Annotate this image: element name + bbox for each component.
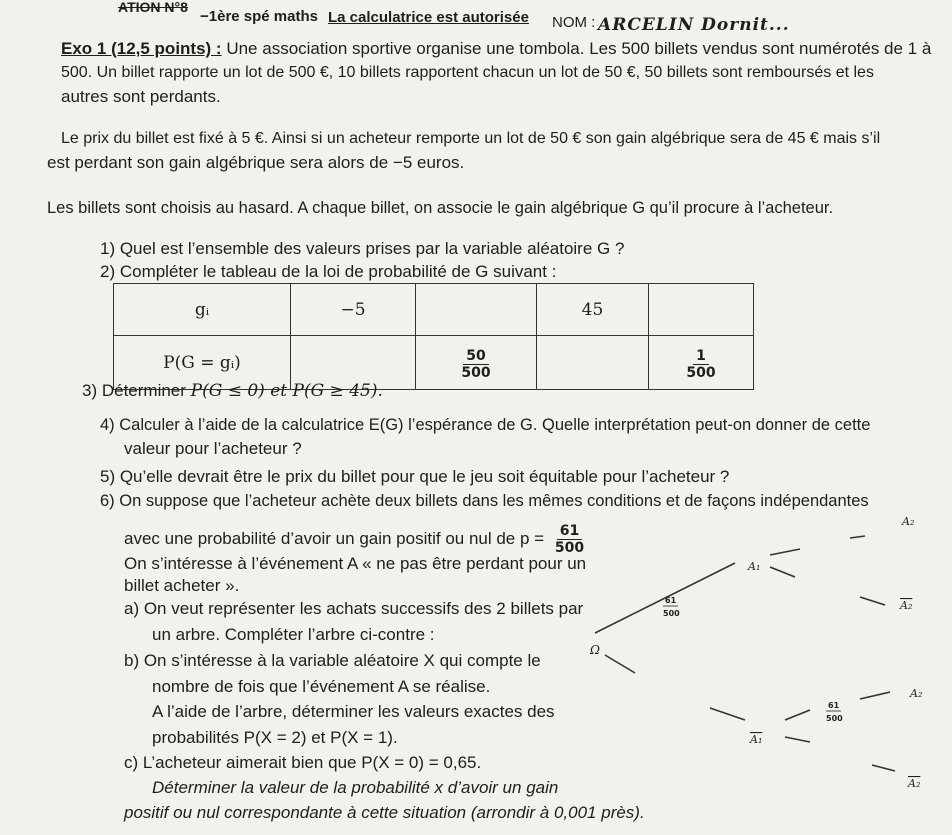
evaluation-number: ATION N°8 — [118, 0, 188, 15]
p-cell-4[interactable] — [649, 336, 754, 390]
fraction-50-500: $\frac{50}{500}$ — [461, 347, 491, 381]
tree-leaf-a2bar-b: A₂ — [908, 777, 921, 790]
intro-line-3: autres sont perdants. — [61, 87, 221, 106]
p-cell-3[interactable] — [537, 336, 649, 390]
intro-line-1: Une association sportive organise une tombola. Les 500 billets vendus sont numérotés de 1 à — [226, 39, 932, 58]
tree-node-a1: A₁ — [748, 560, 761, 573]
student-name: ARCELIN Dornit... — [598, 15, 790, 35]
fraction-1-500: $\frac{1}{500}$ — [686, 347, 716, 381]
p-fraction: $\frac{61}{500}$ — [554, 523, 585, 556]
probability-tree — [560, 505, 952, 835]
question-6a-line-2: un arbre. Compléter l’arbre ci-contre : — [152, 625, 435, 644]
name-label: NOM : — [552, 14, 596, 31]
tree-root-label: Ω — [590, 643, 600, 657]
row-header-g: gᵢ — [114, 284, 291, 336]
question-4-line-2: valeur pour l’acheteur ? — [124, 439, 302, 458]
tree-prob-upper-num: 61 — [665, 596, 677, 605]
tree-branch-lower-left — [710, 708, 745, 720]
question-6-line-2: avec une probabilité d’avoir un gain positif ou nul de p = $\frac{61}{500}$ — [124, 523, 587, 556]
question-1: 1) Quel est l’ensemble des valeurs prises par la variable aléatoire G ? — [100, 239, 625, 258]
intro-line-2: 500. Un billet rapporte un lot de 500 €, 10 billets rapportent chacun un lot de 50 €, 50 billets sont remboursés et les — [61, 64, 874, 81]
tree-prob-lower-den: 500 — [826, 714, 843, 723]
question-4-line-1: 4) Calculer à l’aide de la calculatrice E(G) l’espérance de G. Quelle interprétation peut-on donner de cette — [100, 416, 871, 434]
question-3: 3) Déterminer P(G ≤ 0) et P(G ≥ 45). — [82, 381, 383, 401]
tree-prob-upper-den: 500 — [663, 609, 680, 618]
tree-leaf-a2bar: A₂ — [900, 599, 913, 612]
question-6c-line-3: positif ou nul correspondante à cette situation (arrondir à 0,001 près). — [124, 803, 645, 822]
question-2: 2) Compléter le tableau de la loi de probabilité de G suivant : — [100, 262, 557, 281]
question-6b-line-4: probabilités P(X = 2) et P(X = 1). — [152, 728, 398, 747]
question-6a-line-1: a) On veut représenter les achats successifs des 2 billets par — [124, 599, 584, 618]
probability-table — [113, 283, 754, 390]
p-cell-2[interactable] — [416, 336, 537, 390]
tree-branch-a1bar-a2bar — [785, 737, 810, 742]
exercise-title-line — [61, 38, 931, 60]
exercise-title: Exo 1 (12,5 points) : — [61, 39, 222, 58]
tree-leaf-line-a2-b — [860, 692, 890, 699]
tree-leaf-line-a2bar — [860, 597, 885, 605]
tree-leaf-a2-b: A₂ — [910, 687, 923, 700]
g-cell-2[interactable] — [416, 284, 537, 336]
price-line-2: est perdant son gain algébrique sera alors de −5 euros. — [47, 153, 465, 172]
tree-leaf-line-a2 — [850, 536, 865, 538]
calculator-note: La calculatrice est autorisée — [328, 9, 529, 26]
question-6c-line-2: Déterminer la valeur de la probabilité x d’avoir un gain — [152, 778, 559, 797]
question-6-line-3: On s’intéresse à l’événement A « ne pas être perdant pour un — [124, 554, 587, 573]
table-row-values — [114, 284, 754, 336]
question-6c-line-1: c) L’acheteur aimerait bien que P(X = 0) = 0,65. — [124, 753, 482, 772]
question-6b-line-3: A l’aide de l’arbre, déterminer les valeurs exactes des — [152, 702, 555, 721]
price-line-1: Le prix du billet est fixé à 5 €. Ainsi si un acheteur remporte un lot de 50 € son gain algébrique sera de 45 € mais s’il — [61, 130, 881, 147]
tree-node-a1bar: A₁ — [750, 733, 763, 746]
row-header-p: P(G = gᵢ) — [114, 336, 291, 390]
tree-branch-omega-a1bar — [605, 655, 635, 673]
g-cell-3[interactable]: 45 — [537, 284, 649, 336]
question-6-line-1: 6) On suppose que l’acheteur achète deux billets dans les mêmes conditions et de façons indépendantes — [100, 492, 869, 510]
tree-branch-a1-a2 — [770, 549, 800, 555]
tree-leaf-line-a2bar-b — [872, 765, 895, 771]
question-6b-line-1: b) On s’intéresse à la variable aléatoire X qui compte le — [124, 651, 541, 670]
question-5: 5) Qu’elle devrait être le prix du billet pour que le jeu soit équitable pour l’acheteur ? — [100, 467, 730, 486]
question-6b-line-2: nombre de fois que l’événement A se réalise. — [152, 677, 491, 696]
random-statement: Les billets sont choisis au hasard. A chaque billet, on associe le gain algébrique G qu’il procure à l’acheteur. — [47, 199, 834, 217]
g-cell-1[interactable]: −5 — [291, 284, 416, 336]
tree-prob-lower-num: 61 — [828, 701, 840, 710]
g-cell-4[interactable] — [649, 284, 754, 336]
tree-branch-a1bar-a2 — [785, 710, 810, 720]
level-label: −1ère spé maths — [200, 8, 318, 25]
tree-leaf-a2: A₂ — [902, 515, 915, 528]
tree-branch-a1-a2bar — [770, 567, 795, 577]
question-6-line-4: billet acheter ». — [124, 576, 240, 595]
